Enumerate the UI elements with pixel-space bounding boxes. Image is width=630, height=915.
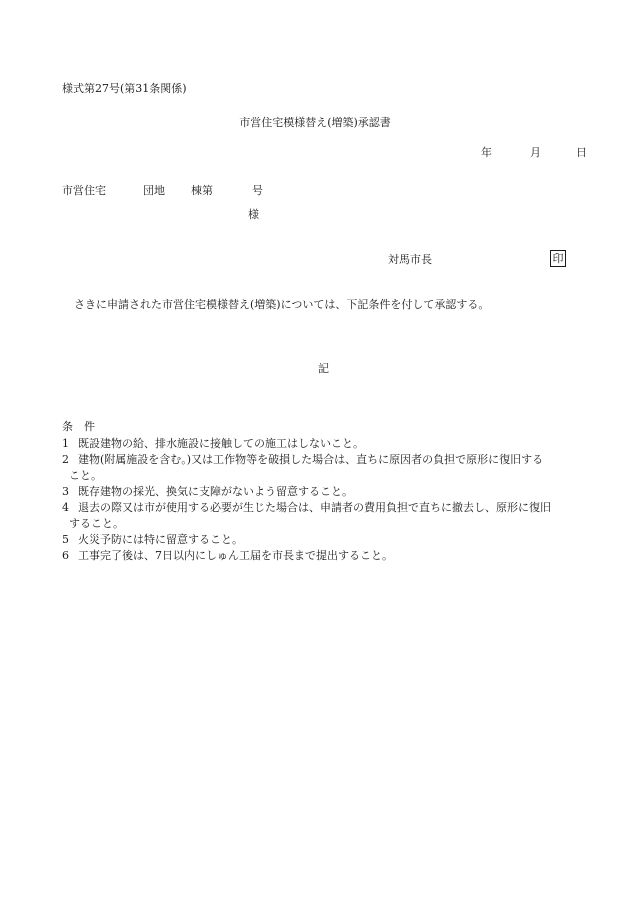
condition-item xyxy=(62,533,243,546)
address-danchi-label: 団地 xyxy=(143,184,165,197)
date-day-label: 日 xyxy=(576,146,587,159)
condition-item xyxy=(62,453,543,466)
address-housing-label: 市営住宅 xyxy=(62,184,106,197)
condition-text: 工事完了後は、7日以内にしゅん工届を市長まで提出すること。 xyxy=(78,549,393,562)
condition-number: 3 xyxy=(62,485,69,498)
condition-text: 火災予防には特に留意すること。 xyxy=(78,533,243,546)
condition-number: 1 xyxy=(62,437,69,450)
document-title: 市営住宅模様替え(増築)承認書 xyxy=(239,116,391,129)
condition-number: 6 xyxy=(62,549,69,562)
condition-item xyxy=(62,501,551,514)
condition-item xyxy=(62,437,364,450)
approval-statement: さきに申請された市営住宅模様替え(増築)については、下記条件を付して承認する。 xyxy=(74,298,490,311)
addressee-honorific: 様 xyxy=(248,208,259,221)
condition-number: 4 xyxy=(62,501,69,514)
form-number: 様式第27号(第31条関係) xyxy=(62,82,187,95)
condition-text: 既設建物の給、排水施設に接触しての施工はしないこと。 xyxy=(78,437,364,450)
condition-text: 既存建物の採光、換気に支障がないよう留意すること。 xyxy=(78,485,353,498)
condition-number: 5 xyxy=(62,533,69,546)
ki-heading: 記 xyxy=(318,362,329,375)
date-month-label: 月 xyxy=(530,146,541,159)
condition-text: 建物(附属施設を含む。)又は工作物等を破損した場合は、直ちに原因者の負担で原形に復旧する xyxy=(78,453,544,466)
condition-continuation: こと。 xyxy=(69,469,102,482)
address-building-label: 棟第 xyxy=(191,184,213,197)
conditions-heading: 条 件 xyxy=(62,420,95,433)
seal-icon: 印 xyxy=(550,250,566,267)
condition-item xyxy=(62,549,393,562)
condition-continuation: すること。 xyxy=(69,517,124,530)
condition-number: 2 xyxy=(62,453,69,466)
address-unit-label: 号 xyxy=(252,184,263,197)
issuer-name: 対馬市長 xyxy=(388,253,432,266)
date-year-label: 年 xyxy=(481,146,492,159)
condition-text: 退去の際又は市が使用する必要が生じた場合は、申請者の費用負担で直ちに撤去し、原形に復旧 xyxy=(78,501,551,514)
condition-item xyxy=(62,485,353,498)
